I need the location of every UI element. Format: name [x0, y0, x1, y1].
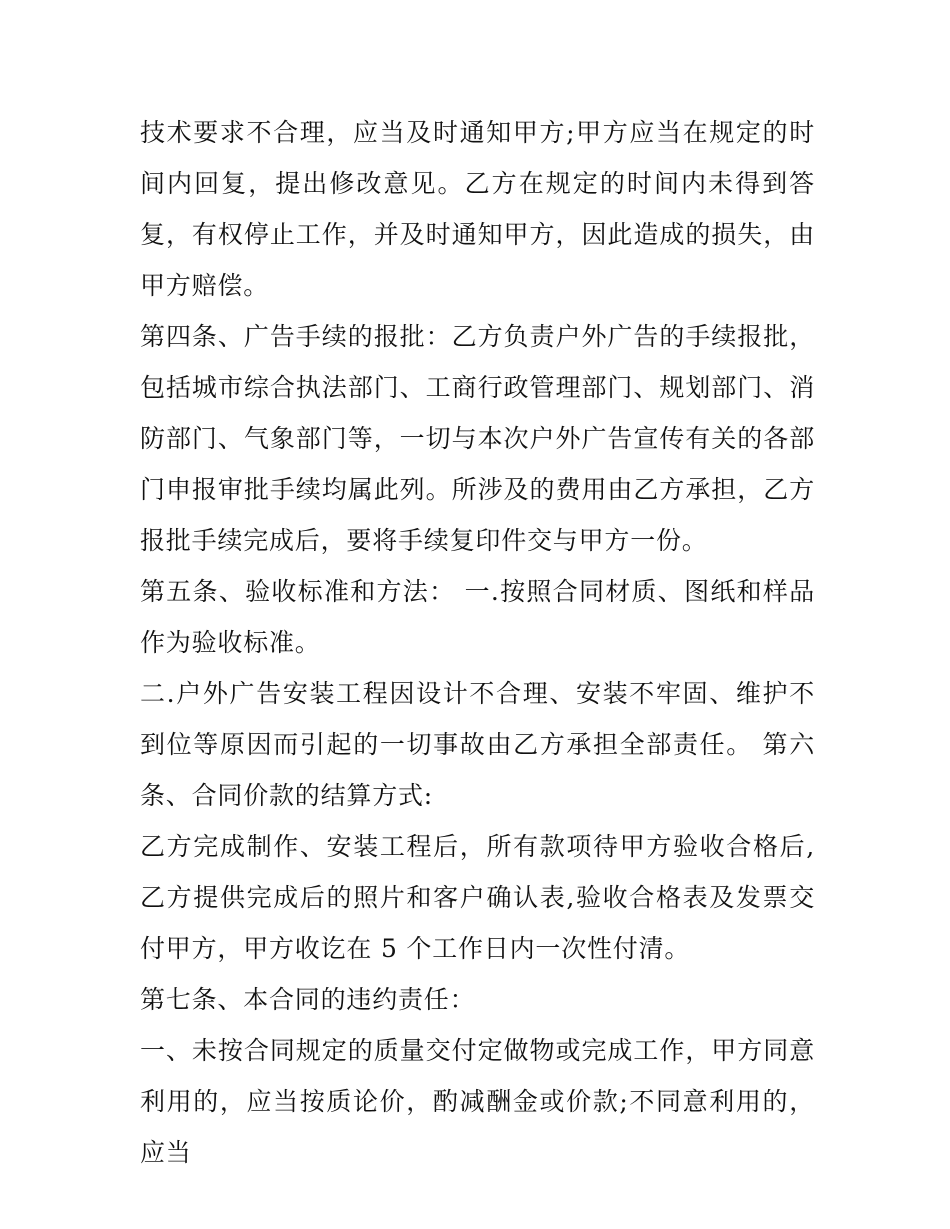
paragraph-payment-settlement: 乙方完成制作、安装工程后，所有款项待甲方验收合格后,乙方提供完成后的照片和客户确认表,验收合格表及发票交付甲方，甲方收讫在 5 个工作日内一次性付清。 — [140, 832, 815, 963]
paragraph-article-7-heading: 第七条、本合同的违约责任： — [140, 985, 476, 1014]
paragraph-article-7-item-1: 一、未按合同规定的质量交付定做物或完成工作，甲方同意利用的，应当按质论价，酌减酬金或价款;不同意利用的，应当 — [140, 1036, 815, 1167]
document-body — [140, 107, 815, 1178]
paragraph-article-4-approval: 第四条、广告手续的报批：乙方负责户外广告的手续报批，包括城市综合执法部门、工商行政管理部门、规划部门、消防部门、气象部门等，一切与本次户外广告宣传有关的各部门申报审批手续均属此列。所涉及的费用由乙方承担，乙方报批手续完成后，要将手续复印件交与甲方一份。 — [140, 322, 815, 555]
paragraph-technical-requirements: 技术要求不合理，应当及时通知甲方;甲方应当在规定的时间内回复，提出修改意见。乙方在规定的时间内未得到答复，有权停止工作，并及时通知甲方，因此造成的损失，由甲方赔偿。 — [140, 118, 815, 300]
paragraph-article-5-item-2: 二.户外广告安装工程因设计不合理、安装不牢固、维护不到位等原因而引起的一切事故由乙方承担全部责任。 第六条、合同价款的结算方式: — [140, 679, 815, 810]
paragraph-article-5-acceptance: 第五条、验收标准和方法： 一.按照合同材质、图纸和样品作为验收标准。 — [140, 577, 815, 657]
